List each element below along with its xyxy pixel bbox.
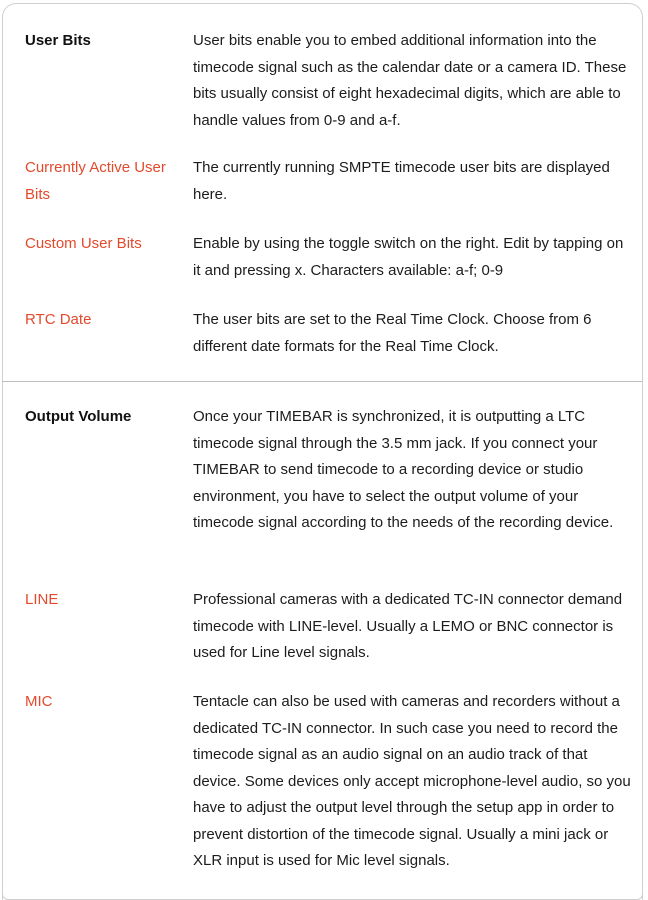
term-label: MIC [25,693,53,710]
term-label: LINE [25,591,59,608]
term-label: Output Volume [25,408,132,425]
term-description: Enable by using the toggle switch on the right. Edit by tapping on it and pressing x. Characters available: a-f; 0-9 [193,235,624,279]
term-label: Custom User Bits [25,235,142,252]
term-description: Professional cameras with a dedicated TC-IN connector demand timecode with LINE-level. Usually a LEMO or BNC connector is used for Line level signals. [193,591,623,661]
term-description: The currently running SMPTE timecode user bits are displayed here. [193,159,610,203]
output-volume-section [2,381,643,900]
term-description: Once your TIMEBAR is synchronized, it is outputting a LTC timecode signal through the 3.5 mm jack. If you connect your TIMEBAR to send timecode to a recording device or studio environment, you have to select the output volume of your timecode signal according to the needs of the recording device. [193,408,614,531]
term-label: User Bits [25,32,91,49]
term-label: Currently Active User Bits [25,159,166,203]
term-description: The user bits are set to the Real Time Clock. Choose from 6 different date formats for the Real Time Clock. [193,311,592,355]
card-bottom-edge [2,894,643,900]
term-label: RTC Date [25,311,92,328]
term-description: Tentacle can also be used with cameras and recorders without a dedicated TC-IN connector. In such case you need to record the timecode signal as an audio signal on an audio track of that device. Some devices only accept microphone-level audio, so you have to adjust the output level through the setup app in order to prevent distortion of the timecode signal. Usually a mini jack or XLR input is used for Mic level signals. [193,693,631,869]
term-description: User bits enable you to embed additional information into the timecode signal such as the calendar date or a camera ID. These bits usually consist of eight hexadecimal digits, which are able to handle values from 0-9 and a-f. [193,32,627,129]
user-bits-section [2,3,643,383]
